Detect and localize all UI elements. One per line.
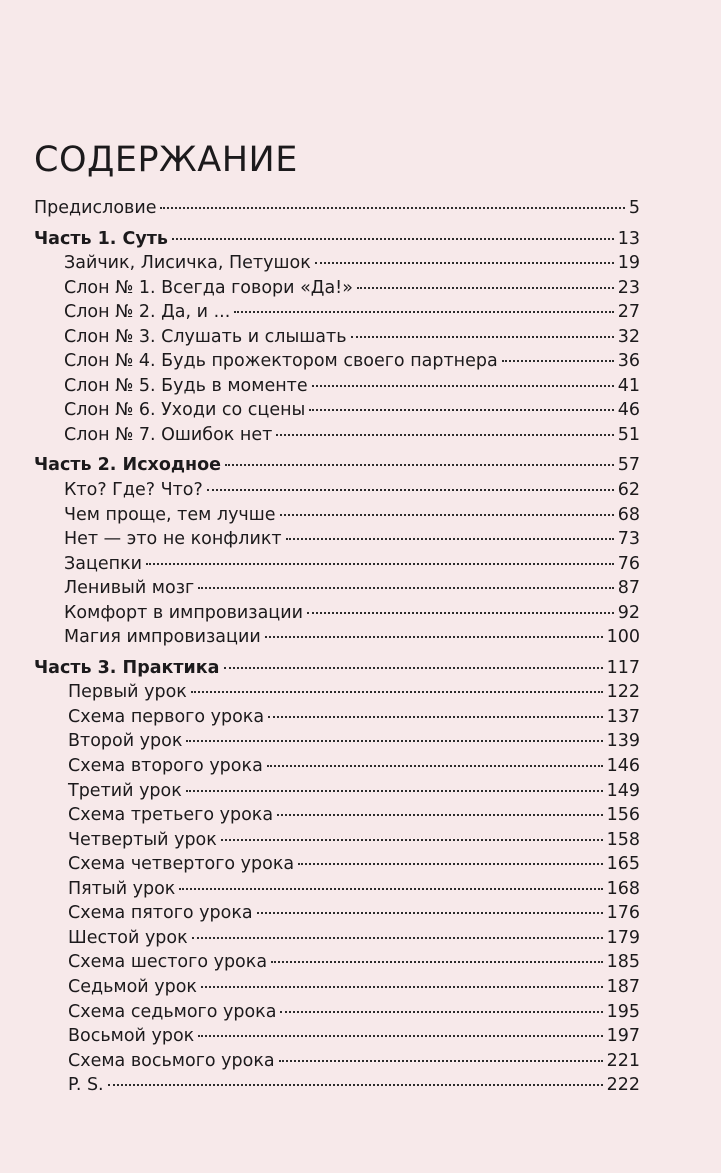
toc-page-number: 41 bbox=[617, 375, 640, 396]
toc-entry bbox=[34, 754, 640, 779]
toc-entry-label: Нет — это не конфликт bbox=[64, 529, 282, 550]
dot-leader bbox=[286, 538, 614, 540]
toc-entry bbox=[34, 901, 640, 926]
dot-leader bbox=[160, 207, 624, 209]
toc-entry-label: Шестой урок bbox=[68, 927, 188, 948]
toc-part-entry bbox=[34, 656, 640, 681]
toc-entry bbox=[34, 398, 640, 423]
toc-entry-label: Схема пятого урока bbox=[68, 903, 253, 924]
toc-page-number: 62 bbox=[617, 480, 640, 501]
toc-page-number: 165 bbox=[606, 854, 640, 875]
toc-entry-label: Слон № 7. Ошибок нет bbox=[64, 424, 273, 445]
toc-entry-label: Часть 2. Исходное bbox=[34, 455, 221, 476]
dot-leader bbox=[186, 790, 603, 792]
dot-leader bbox=[280, 1011, 602, 1013]
dot-leader bbox=[309, 409, 613, 411]
toc-page-number: 197 bbox=[606, 1026, 640, 1047]
dot-leader bbox=[192, 937, 603, 939]
toc-entry bbox=[34, 1024, 640, 1049]
toc-entry bbox=[34, 950, 640, 975]
toc-entry-label: Пятый урок bbox=[68, 878, 176, 899]
toc-entry bbox=[34, 251, 640, 276]
toc-entry bbox=[34, 625, 640, 650]
toc-entry-label: Слон № 3. Слушать и слышать bbox=[64, 326, 347, 347]
toc-entry-label: Зайчик, Лисичка, Петушок bbox=[64, 253, 311, 274]
toc-entry bbox=[34, 680, 640, 705]
toc-entry bbox=[34, 877, 640, 902]
toc-entry bbox=[34, 374, 640, 399]
toc-page-number: 32 bbox=[617, 326, 640, 347]
toc-page-number: 36 bbox=[617, 351, 640, 372]
toc-entry-label: Схема четвертого урока bbox=[68, 854, 295, 875]
toc-part-entry bbox=[34, 227, 640, 252]
dot-leader bbox=[312, 385, 614, 387]
toc-entry bbox=[34, 779, 640, 804]
toc-entry-label: Кто? Где? Что? bbox=[64, 480, 203, 501]
dot-leader bbox=[276, 434, 613, 436]
toc-page-number: 73 bbox=[617, 529, 640, 550]
toc-entry-label: Комфорт в импровизации bbox=[64, 602, 303, 623]
toc-page-number: 92 bbox=[617, 602, 640, 623]
toc-page-number: 23 bbox=[617, 277, 640, 298]
toc-page-number: 5 bbox=[628, 198, 640, 218]
toc-page-number: 76 bbox=[617, 553, 640, 574]
toc-entry bbox=[34, 828, 640, 853]
dot-leader bbox=[207, 489, 614, 491]
toc-entry bbox=[34, 503, 640, 528]
toc-page-number: 156 bbox=[606, 805, 640, 826]
toc-entry-label: Схема шестого урока bbox=[68, 952, 268, 973]
toc-entry bbox=[34, 975, 640, 1000]
toc-entry bbox=[34, 852, 640, 877]
dot-leader bbox=[351, 336, 614, 338]
toc-entry bbox=[34, 705, 640, 730]
toc-page-number: 221 bbox=[606, 1050, 640, 1071]
dot-leader bbox=[186, 740, 602, 742]
toc-page-number: 117 bbox=[606, 657, 640, 678]
toc-entry-label: Слон № 5. Будь в моменте bbox=[64, 375, 308, 396]
toc-entry bbox=[34, 552, 640, 577]
toc-entry-label: Схема восьмого урока bbox=[68, 1050, 275, 1071]
toc-page-number: 139 bbox=[606, 731, 640, 752]
toc-entry-label: Часть 3. Практика bbox=[34, 657, 220, 678]
toc-entry-label: Слон № 4. Будь прожектором своего партнера bbox=[64, 351, 498, 372]
toc-page-number: 168 bbox=[606, 878, 640, 899]
dot-leader bbox=[201, 986, 603, 988]
toc-entry-label: Первый урок bbox=[68, 682, 187, 703]
toc-part-entry bbox=[34, 453, 640, 478]
dot-leader bbox=[279, 1060, 603, 1062]
toc-entry bbox=[34, 576, 640, 601]
dot-leader bbox=[315, 262, 614, 264]
dot-leader bbox=[268, 716, 602, 718]
toc-entry-label: Схема седьмого урока bbox=[68, 1001, 277, 1022]
toc-page-number: 46 bbox=[617, 400, 640, 421]
dot-leader bbox=[234, 311, 613, 313]
toc-entry bbox=[34, 729, 640, 754]
toc-entry bbox=[34, 325, 640, 350]
toc-page-number: 122 bbox=[606, 682, 640, 703]
table-of-contents bbox=[34, 196, 640, 1098]
toc-page-number: 68 bbox=[617, 504, 640, 525]
toc-entry bbox=[34, 276, 640, 301]
dot-leader bbox=[191, 691, 603, 693]
toc-page-number: 149 bbox=[606, 780, 640, 801]
toc-entry-label: Седьмой урок bbox=[68, 976, 197, 997]
toc-page-number: 187 bbox=[606, 976, 640, 997]
toc-page-number: 195 bbox=[606, 1001, 640, 1022]
dot-leader bbox=[146, 563, 614, 565]
toc-entry-label: Предисловие bbox=[34, 198, 157, 218]
toc-entry-label: Зацепки bbox=[64, 553, 143, 574]
toc-page-number: 100 bbox=[606, 627, 640, 648]
toc-entry bbox=[34, 300, 640, 325]
toc-page-number: 87 bbox=[617, 578, 640, 599]
toc-entry bbox=[34, 1049, 640, 1074]
toc-entry-label: Магия импровизации bbox=[64, 627, 261, 648]
dot-leader bbox=[502, 360, 614, 362]
toc-entry-label: Слон № 1. Всегда говори «Да!» bbox=[64, 277, 353, 298]
toc-entry-label: Часть 1. Суть bbox=[34, 228, 169, 249]
toc-entry bbox=[34, 926, 640, 951]
page-title: СОДЕРЖАНИЕ bbox=[34, 140, 298, 180]
toc-entry bbox=[34, 601, 640, 626]
toc-entry bbox=[34, 527, 640, 552]
toc-page-number: 222 bbox=[606, 1075, 640, 1096]
toc-page-number: 51 bbox=[617, 424, 640, 445]
toc-entry-label: Слон № 2. Да, и ... bbox=[64, 302, 231, 323]
toc-entry-label: Схема первого урока bbox=[68, 706, 265, 727]
dot-leader bbox=[225, 464, 614, 466]
toc-entry bbox=[34, 196, 640, 221]
toc-page-number: 176 bbox=[606, 903, 640, 924]
dot-leader bbox=[277, 814, 602, 816]
toc-entry bbox=[34, 1073, 640, 1098]
toc-page-number: 19 bbox=[617, 253, 640, 274]
toc-entry-label: Второй урок bbox=[68, 731, 183, 752]
dot-leader bbox=[198, 1035, 602, 1037]
toc-page-number: 57 bbox=[617, 455, 640, 476]
toc-entry-label: Третий урок bbox=[68, 780, 182, 801]
dot-leader bbox=[265, 636, 603, 638]
toc-entry bbox=[34, 478, 640, 503]
dot-leader bbox=[307, 612, 614, 614]
dot-leader bbox=[198, 587, 614, 589]
toc-entry bbox=[34, 349, 640, 374]
toc-entry bbox=[34, 423, 640, 448]
dot-leader bbox=[280, 514, 614, 516]
toc-entry-label: Схема третьего урока bbox=[68, 805, 274, 826]
toc-entry-label: Чем проще, тем лучше bbox=[64, 504, 276, 525]
toc-entry-label: Ленивый мозг bbox=[64, 578, 195, 599]
toc-entry-label: Слон № 6. Уходи со сцены bbox=[64, 400, 306, 421]
dot-leader bbox=[271, 961, 603, 963]
toc-page-number: 179 bbox=[606, 927, 640, 948]
dot-leader bbox=[172, 238, 614, 240]
dot-leader bbox=[257, 912, 603, 914]
dot-leader bbox=[298, 863, 602, 865]
dot-leader bbox=[108, 1084, 603, 1086]
toc-entry-label: Схема второго урока bbox=[68, 756, 263, 777]
toc-page-number: 13 bbox=[617, 228, 640, 249]
dot-leader bbox=[179, 888, 602, 890]
toc-page-number: 146 bbox=[606, 756, 640, 777]
dot-leader bbox=[224, 667, 603, 669]
toc-page-number: 185 bbox=[606, 952, 640, 973]
toc-entry bbox=[34, 803, 640, 828]
toc-entry-label: P. S. bbox=[68, 1075, 104, 1096]
toc-page-number: 137 bbox=[606, 706, 640, 727]
toc-page-number: 27 bbox=[617, 302, 640, 323]
toc-entry-label: Четвертый урок bbox=[68, 829, 217, 850]
dot-leader bbox=[267, 765, 603, 767]
toc-entry bbox=[34, 1000, 640, 1025]
dot-leader bbox=[221, 839, 603, 841]
toc-entry-label: Восьмой урок bbox=[68, 1026, 195, 1047]
toc-page-number: 158 bbox=[606, 829, 640, 850]
dot-leader bbox=[357, 287, 614, 289]
